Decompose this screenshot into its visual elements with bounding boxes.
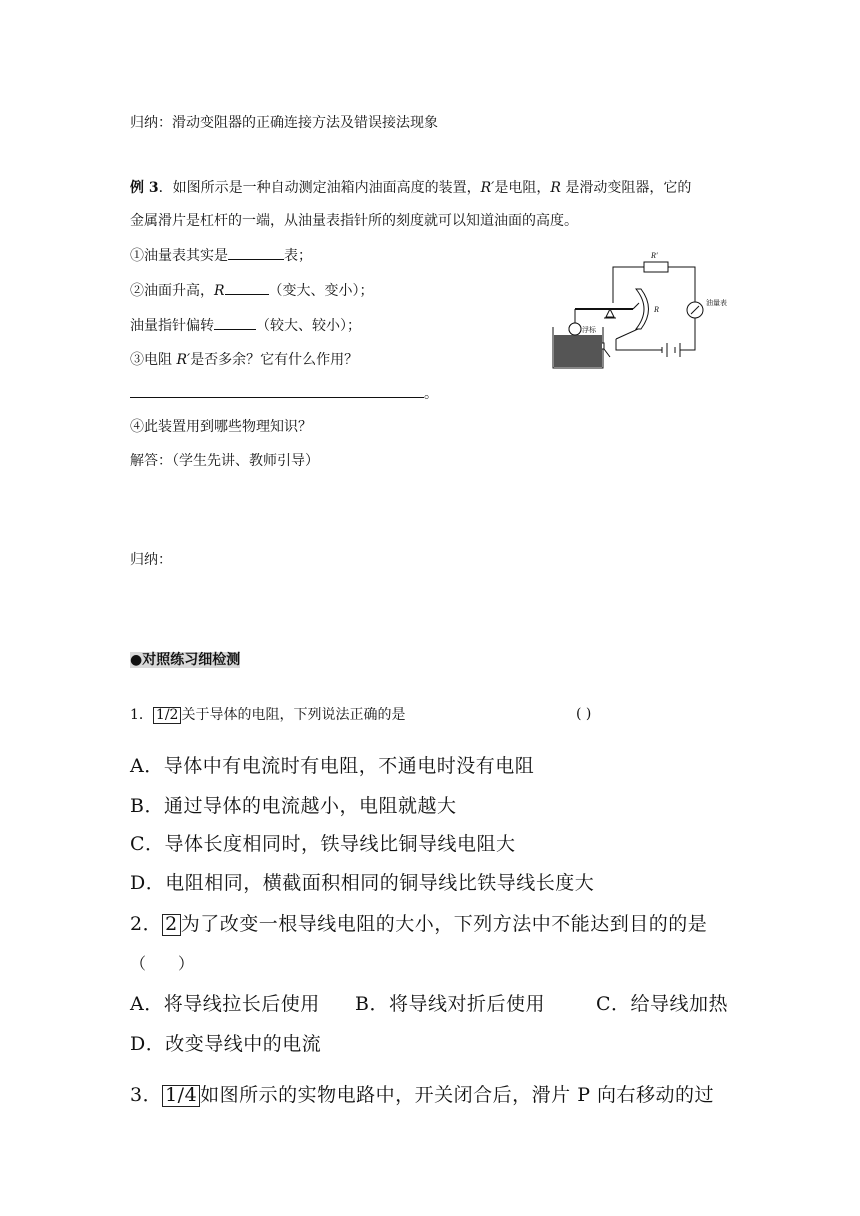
option-c: C．给导线加热 — [596, 993, 729, 1015]
question-text: ②油面升高， — [130, 283, 214, 299]
question-text: （变大、变小）； — [268, 283, 374, 299]
question-text: 是否多余？它有什么作用？ — [190, 352, 359, 368]
wire — [680, 318, 695, 350]
question-text: 如图所示的实物电路中，开关闭合后，滑片 P 向右移动的过 — [200, 1084, 715, 1106]
example-text: 是滑动变阻器，它的 — [560, 180, 692, 196]
section-title — [130, 653, 240, 667]
option-a: A．导体中有电流时有电阻，不通电时没有电阻 — [130, 755, 535, 777]
answer-paren[interactable]: ( ) — [576, 706, 592, 722]
answer-blank[interactable] — [225, 294, 269, 295]
question-text: 油量指针偏转 — [130, 318, 214, 334]
option-d: D．电阻相同，横截面积相同的铜导线比铁导线长度大 — [130, 872, 595, 894]
question-1 — [130, 707, 405, 724]
fixed-resistor — [644, 262, 668, 272]
difficulty-tag: 1/4 — [162, 1085, 200, 1107]
answer-hint: 解答：（学生先讲、教师引导） — [130, 453, 319, 469]
option-c: C．导体长度相同时，铁导线比铜导线电阻大 — [130, 833, 516, 855]
r-symbol: R — [214, 283, 225, 299]
r-symbol: R — [550, 180, 561, 196]
r-label: R — [654, 305, 659, 314]
r-prime-symbol: R′ — [176, 352, 191, 368]
wire — [668, 267, 695, 302]
question-number: 1． — [130, 707, 153, 723]
question-text: ①油量表其实是 — [130, 248, 228, 264]
meter-label: 油量表 — [706, 299, 727, 307]
option-d: D．改变导线中的电流 — [130, 1033, 322, 1055]
question-number: 2． — [130, 913, 163, 935]
float-label: 浮标 — [582, 326, 596, 334]
example-label: 例 3 — [130, 180, 159, 196]
answer-blank[interactable] — [228, 259, 284, 260]
question-text: 为了改变一根导线电阻的大小，下列方法中不能达到目的的是 — [180, 913, 708, 935]
wire — [616, 329, 638, 339]
pivot-icon — [606, 309, 614, 317]
option-a: A．将导线拉长后使用 — [130, 993, 320, 1015]
oil-gauge-circuit-diagram — [548, 247, 748, 369]
answer-paren[interactable]: （ ） — [130, 954, 195, 973]
example-line-1 — [130, 181, 691, 195]
question-text: ③电阻 — [130, 352, 177, 368]
summary-note: 归纳：滑动变阻器的正确连接方法及错误接法现象 — [130, 115, 438, 131]
question-3 — [130, 1085, 714, 1107]
question-knowledge: ④此装置用到哪些物理知识？ — [130, 419, 312, 435]
r-prime-symbol: R′ — [480, 180, 495, 196]
option-b: B．通过导体的电流越小，电阻就越大 — [130, 795, 457, 817]
answer-line[interactable] — [130, 397, 424, 398]
option-b: B．将导线对折后使用 — [355, 993, 545, 1015]
r-prime-label: R′ — [651, 251, 658, 260]
question-resistor — [130, 353, 358, 367]
question-2 — [130, 914, 707, 936]
question-oil-rise — [130, 284, 374, 298]
answer-blank[interactable] — [214, 329, 256, 330]
answer-line-row — [130, 387, 438, 401]
example-line-2: 金属滑片是杠杆的一端，从油量表指针所的刻度就可以知道油面的高度。 — [130, 213, 578, 229]
difficulty-tag: 1/2 — [153, 707, 182, 724]
example-text: ．如图所示是一种自动测定油箱内油面高度的装置， — [158, 180, 481, 196]
wire — [613, 267, 644, 303]
question-number: 3． — [130, 1084, 163, 1106]
slider-contact — [633, 303, 639, 309]
summary-note-2: 归纳： — [130, 552, 172, 568]
wire — [616, 339, 662, 350]
oil-level — [554, 335, 602, 367]
question-deflection — [130, 319, 361, 333]
period: 。 — [424, 386, 438, 402]
sliding-rheostat — [636, 289, 649, 329]
section-title-text: ●对照练习细检测 — [130, 652, 241, 668]
question-meter — [130, 249, 312, 263]
question-text: 关于导体的电阻，下列说法正确的是 — [181, 707, 406, 723]
question-text: 表； — [284, 248, 312, 264]
example-text: 是电阻， — [494, 180, 551, 196]
question-text: （较大、较小）； — [256, 318, 361, 334]
difficulty-tag: 2 — [162, 914, 181, 936]
